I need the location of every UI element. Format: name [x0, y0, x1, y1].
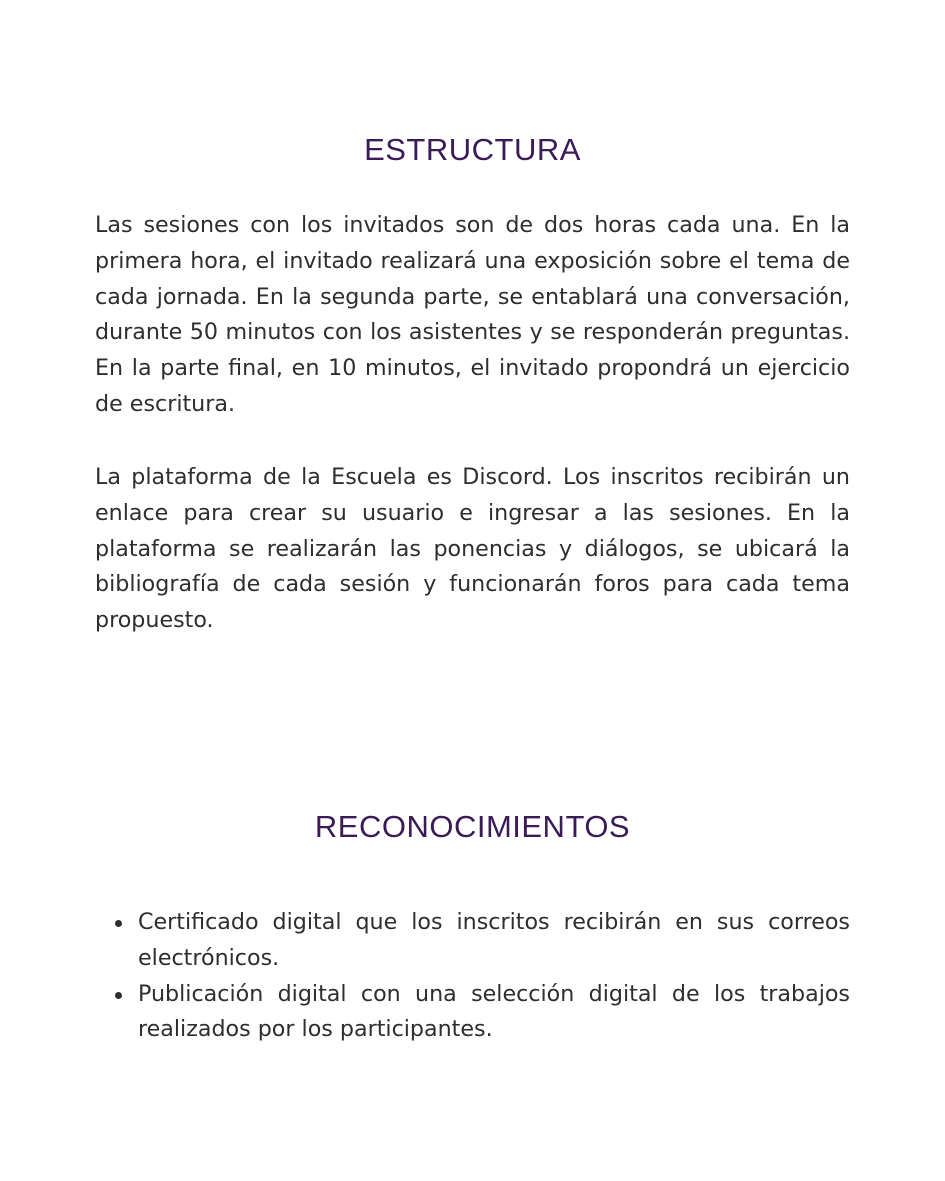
list-item [95, 977, 850, 1049]
section-title-reconocimientos: RECONOCIMIENTOS [314, 809, 631, 844]
bullet-icon [115, 920, 122, 927]
list-item [95, 905, 850, 977]
section-title-estructura: ESTRUCTURA [364, 132, 581, 167]
reconocimientos-list [95, 905, 850, 1048]
list-item-text: Certificado digital que los inscritos recibirán en sus correos electrónicos. [138, 909, 850, 971]
bullet-icon [115, 992, 122, 999]
list-item-text: Publicación digital con una selección digital de los trabajos realizados por los participantes. [138, 980, 850, 1043]
estructura-paragraph-2: La plataforma de la Escuela es Discord. Los inscritos recibirán un enlace para crear su usuario e ingresar a las sesiones. En la plataforma se realizarán las ponencias y diálogos, se ubicará la bibliografía de cada sesión y funcionarán foros para cada tema propuesto. [95, 464, 850, 634]
estructura-paragraph-1: Las sesiones con los invitados son de dos horas cada una. En la primera hora, el invitado realizará una exposición sobre el tema de cada jornada. En la segunda parte, se entablará una conversación, durante 50 minutos con los asistentes y se responderán preguntas. En la parte final, en 10 minutos, el invitado propondrá un ejercicio de escritura. [95, 212, 850, 417]
